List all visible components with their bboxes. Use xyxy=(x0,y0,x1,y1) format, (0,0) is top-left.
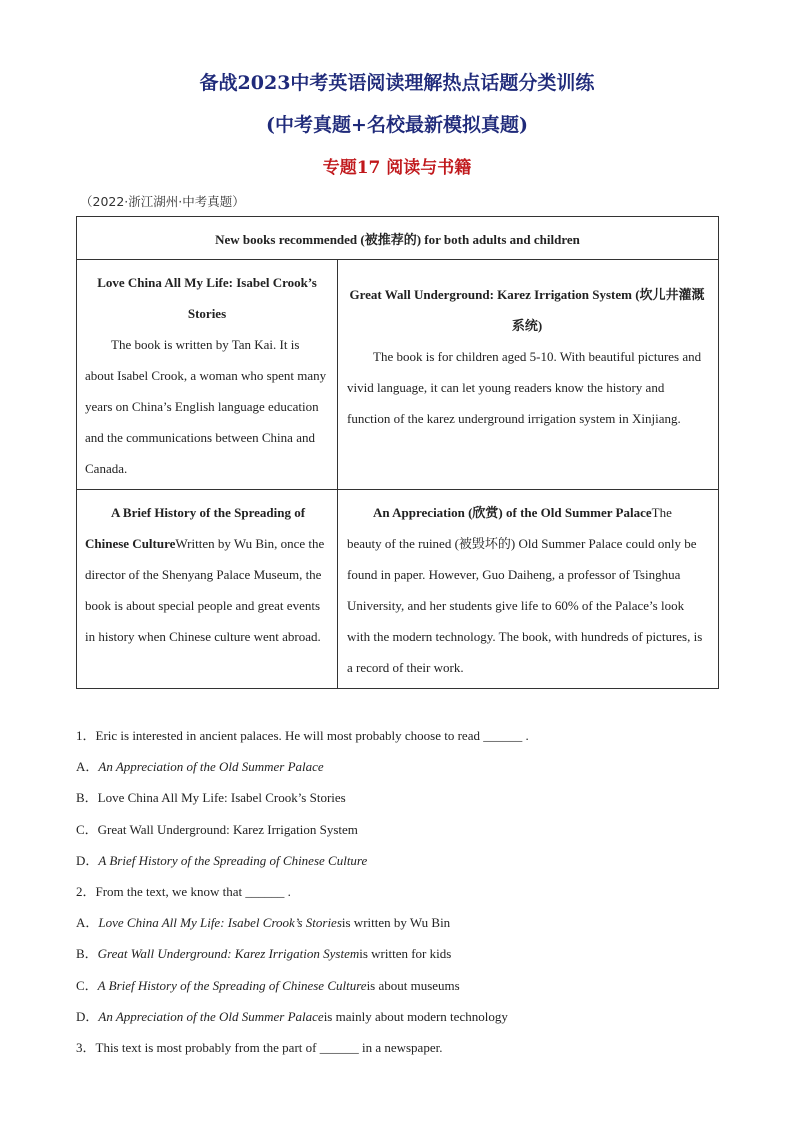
book-description: The book is written by Tan Kai. It is about Isabel Crook, a woman who spent many years on China’s English language education and the communications between China and Canada. xyxy=(85,337,327,476)
answer-option xyxy=(76,907,736,938)
document-subtitle: (中考真题+名校最新模拟真题) xyxy=(266,114,528,136)
option-text: is written for kids xyxy=(359,946,452,962)
question-stem: 1．Eric is interested in ancient palaces. He will most probably choose to read ______ . xyxy=(76,728,529,743)
document-title: 备战2023中考英语阅读理解热点话题分类训练 xyxy=(199,72,595,94)
book-title: Great Wall Underground: Karez Irrigation System (坎儿井灌溉系统) xyxy=(349,287,705,333)
option-letter: D． xyxy=(76,852,99,868)
answer-option xyxy=(76,782,736,813)
book-title: A Brief History of the Spreading of Chinese Culture xyxy=(85,505,306,551)
option-letter: A． xyxy=(76,759,99,775)
option-italic-text: A Brief History of the Spreading of Chinese Culture xyxy=(97,977,367,993)
option-text: is written by Wu Bin xyxy=(341,915,451,931)
option-text: is about museums xyxy=(366,977,460,993)
answer-option xyxy=(76,970,736,1001)
book-description: The beauty of the ruined (被毁坏的) Old Summer Palace could only be found in paper. However, Guo Daiheng, a professor of Tsinghua University, and her students give life to 60% of the Palace’s look with the modern technology. The book, with hundreds of pictures, is a record of their work. xyxy=(347,505,703,675)
books-table xyxy=(76,216,719,689)
option-italic-text: Great Wall Underground: Karez Irrigation System xyxy=(97,946,360,962)
book-cell xyxy=(338,490,719,689)
answer-option xyxy=(76,845,736,876)
book-description: Written by Wu Bin, once the director of the Shenyang Palace Museum, the book is about special people and great events in history when Chinese culture went abroad. xyxy=(85,536,325,644)
option-text: Love China All My Life: Isabel Crook’s Stories xyxy=(97,790,346,806)
book-title: An Appreciation (欣赏) of the Old Summer Palace xyxy=(373,505,652,520)
option-italic-text: A Brief History of the Spreading of Chinese Culture xyxy=(98,852,368,868)
question-stem: 3．This text is most probably from the part of ______ in a newspaper. xyxy=(76,1040,443,1056)
option-italic-text: Love China All My Life: Isabel Crook’s Stories xyxy=(98,915,342,931)
answer-option xyxy=(76,814,736,845)
option-text: Great Wall Underground: Karez Irrigation System xyxy=(97,821,358,837)
book-description: The book is for children aged 5-10. With beautiful pictures and vivid language, it can let young readers know the history and function of the karez underground irrigation system in Xinjiang. xyxy=(347,349,702,426)
answer-option xyxy=(76,1001,736,1032)
questions-section xyxy=(76,720,736,1063)
table-header: New books recommended (被推荐的) for both adults and children xyxy=(77,217,719,260)
book-title: Love China All My Life: Isabel Crook’s Stories xyxy=(97,275,317,321)
book-cell xyxy=(338,260,719,490)
topic-title: 专题17 阅读与书籍 xyxy=(322,158,472,178)
book-cell xyxy=(77,260,338,490)
option-letter: B． xyxy=(76,946,98,962)
option-letter: C． xyxy=(76,977,98,993)
question-stem: 2．From the text, we know that ______ . xyxy=(76,884,291,900)
option-letter: A． xyxy=(76,915,99,931)
table-row xyxy=(77,260,719,490)
option-text: is mainly about modern technology xyxy=(323,1008,508,1024)
option-letter: C． xyxy=(76,821,98,837)
source-note: （2022·浙江湖州·中考真题） xyxy=(80,194,245,209)
answer-option xyxy=(76,751,736,782)
answer-option xyxy=(76,938,736,969)
table-row xyxy=(77,490,719,689)
option-italic-text: An Appreciation of the Old Summer Palace xyxy=(98,759,324,775)
book-cell xyxy=(77,490,338,689)
option-letter: B． xyxy=(76,790,98,806)
option-italic-text: An Appreciation of the Old Summer Palace xyxy=(98,1008,324,1024)
option-letter: D． xyxy=(76,1008,99,1024)
